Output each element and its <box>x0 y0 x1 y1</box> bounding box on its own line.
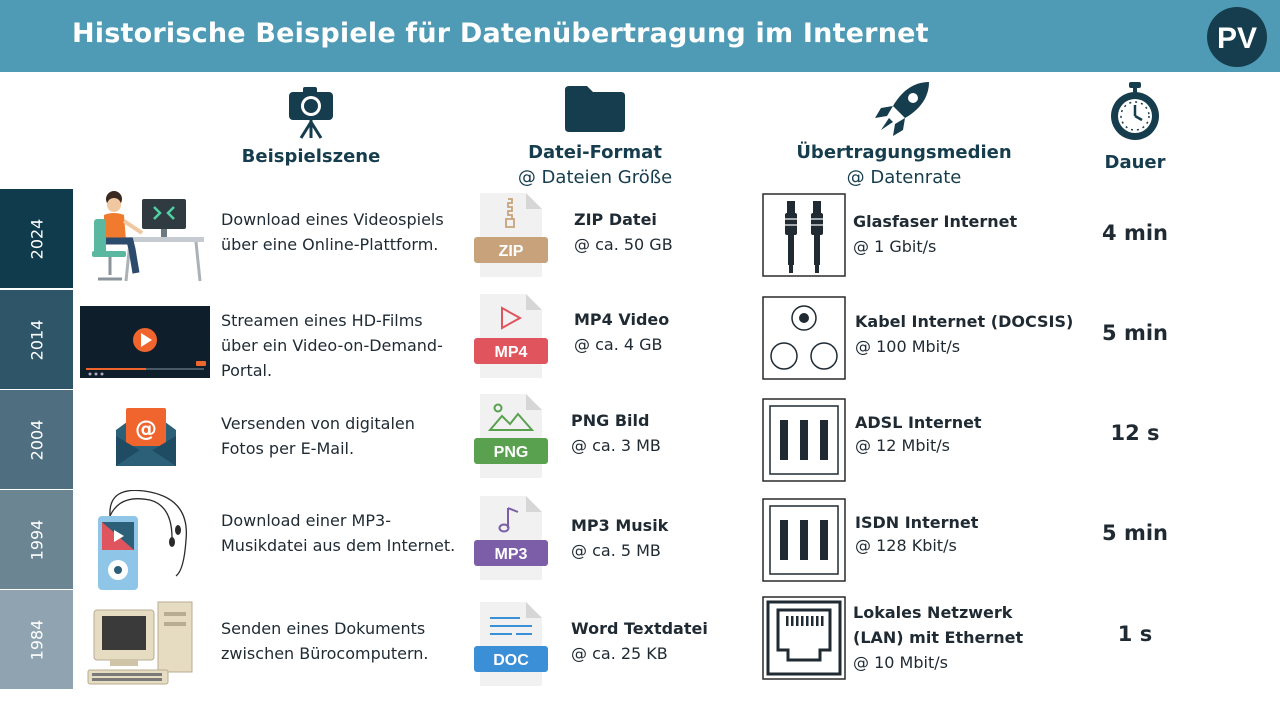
media-name: Glasfaser Internet <box>853 212 1018 231</box>
video-player-icon <box>80 290 212 390</box>
phone-socket-icon <box>762 398 846 482</box>
zip-file-icon <box>472 193 550 277</box>
table-row <box>0 189 1280 289</box>
email-envelope-icon <box>80 390 212 490</box>
media-rate: @ 1 Gbit/s <box>853 237 937 256</box>
file-size: @ ca. 5 MB <box>571 541 661 560</box>
file-type-label: MP4 <box>494 344 528 361</box>
column-subtitle-format: @ Dateien Größe <box>517 167 673 188</box>
duration-value: 12 s <box>1110 421 1160 445</box>
duration-value: 5 min <box>1102 521 1168 545</box>
file-type-label: ZIP <box>498 243 524 260</box>
camera-icon <box>287 84 335 140</box>
folder-icon <box>563 84 627 134</box>
scene-description: Download eines Videospiels über eine Online-Plattform. <box>221 210 444 254</box>
file-name: ZIP Datei <box>574 210 657 229</box>
isdn-socket-icon <box>762 498 846 582</box>
year-label: 2024 <box>27 218 46 259</box>
file-name: MP3 Musik <box>571 516 669 535</box>
mp3-player-icon <box>80 490 212 590</box>
retro-computer-icon <box>80 590 212 690</box>
file-type-label: PNG <box>493 444 529 461</box>
svg-text:PV: PV <box>1216 22 1258 55</box>
media-rate: @ 12 Mbit/s <box>855 436 950 455</box>
year-label: 1994 <box>27 519 46 560</box>
png-file-icon <box>472 394 550 478</box>
file-name: PNG Bild <box>571 411 650 430</box>
ethernet-port-icon <box>762 596 846 680</box>
fiber-cable-icon <box>762 193 846 277</box>
column-header-format <box>500 84 690 188</box>
file-type-label: MP3 <box>494 546 528 563</box>
scene-description: Senden eines Dokuments zwischen Bürocomputern. <box>221 619 429 663</box>
year-label: 1984 <box>27 619 46 660</box>
column-header-media <box>784 78 1024 188</box>
table-row <box>0 590 1280 690</box>
column-title-duration: Dauer <box>1104 152 1166 173</box>
table-row <box>0 290 1280 390</box>
svg-text:@: @ <box>135 417 157 442</box>
scene-description: Streamen eines HD-Films über ein Video-on-Demand-Portal. <box>221 311 443 380</box>
column-title-media: Übertragungsmedien <box>796 142 1012 163</box>
year-label: 2004 <box>27 419 46 460</box>
coax-socket-icon <box>762 296 846 380</box>
file-type-label: DOC <box>493 652 529 669</box>
media-name: Kabel Internet (DOCSIS) <box>855 312 1074 331</box>
column-header-duration <box>1085 80 1185 173</box>
column-title-format: Datei-Format <box>528 142 662 163</box>
duration-value: 4 min <box>1102 221 1168 245</box>
media-rate: @ 10 Mbit/s <box>853 653 948 672</box>
column-subtitle-media: @ Datenrate <box>846 167 962 188</box>
doc-file-icon <box>472 602 550 686</box>
duration-value: 5 min <box>1102 321 1168 345</box>
column-header-scene <box>236 84 386 167</box>
file-size: @ ca. 4 GB <box>574 335 663 354</box>
file-name: MP4 Video <box>574 310 670 329</box>
scene-description: Versenden von digitalen Fotos per E-Mail. <box>221 414 415 458</box>
stopwatch-icon <box>1108 80 1162 142</box>
media-rate: @ 128 Kbit/s <box>855 536 957 555</box>
file-name: Word Textdatei <box>571 619 708 638</box>
scene-description: Download einer MP3-Musikdatei aus dem Internet. <box>221 511 456 555</box>
page-title: Historische Beispiele für Datenübertragung im Internet <box>72 18 929 49</box>
column-title-scene: Beispielszene <box>241 146 381 167</box>
header-bar <box>0 0 1280 72</box>
media-name: ADSL Internet <box>855 413 982 432</box>
file-size: @ ca. 50 GB <box>574 235 673 254</box>
media-rate: @ 100 Mbit/s <box>855 337 961 356</box>
table-row <box>0 390 1280 490</box>
year-label: 2014 <box>27 319 46 360</box>
pv-logo <box>1206 6 1268 68</box>
file-size: @ ca. 3 MB <box>571 436 661 455</box>
mp4-file-icon <box>472 294 550 378</box>
gamer-at-desk-icon <box>80 189 212 289</box>
table-row <box>0 490 1280 590</box>
duration-value: 1 s <box>1117 622 1153 646</box>
file-size: @ ca. 25 KB <box>571 644 668 663</box>
media-name: Lokales Netzwerk (LAN) mit Ethernet <box>853 603 1024 647</box>
rocket-icon <box>873 78 935 138</box>
media-name: ISDN Internet <box>855 513 979 532</box>
mp3-file-icon <box>472 496 550 580</box>
